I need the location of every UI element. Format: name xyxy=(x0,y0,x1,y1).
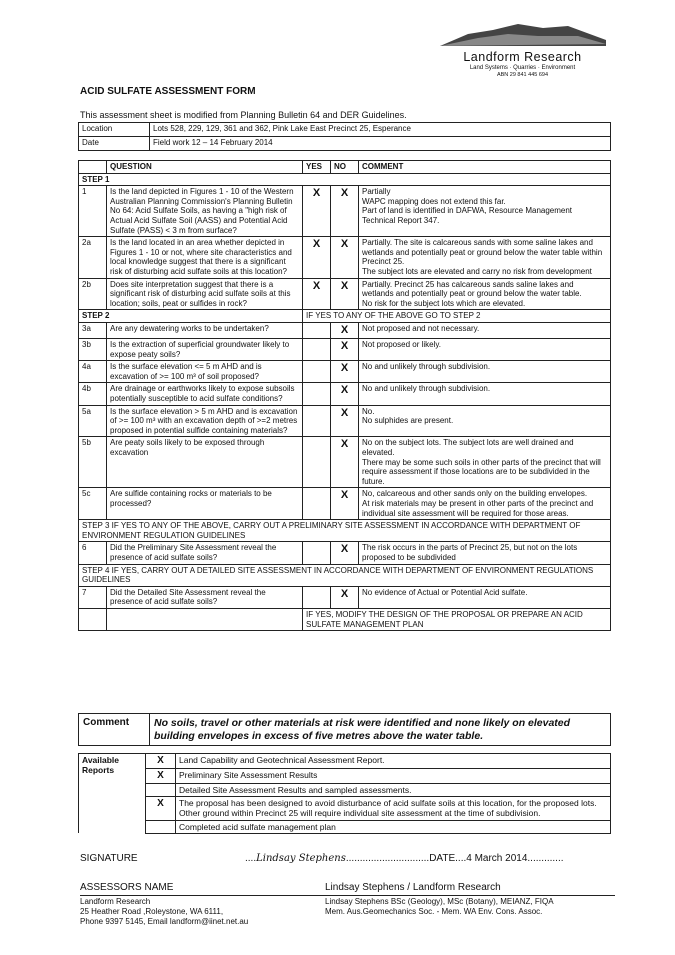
step-2-rows xyxy=(79,322,611,519)
report-text: Detailed Site Assessment Results and sampled assessments. xyxy=(176,784,611,797)
report-row xyxy=(79,754,611,769)
assessor-address: Landform Research 25 Heather Road ,Roleystone, WA 6111, Phone 9397 5145, Email landform@iinet.net.au xyxy=(80,897,249,926)
report-text: Preliminary Site Assessment Results xyxy=(176,769,611,784)
header-question: QUESTION xyxy=(107,161,303,174)
signature-line: ....Lindsay Stephens..............................DATE....4 March 2014............. xyxy=(245,853,564,864)
row-id: 2b xyxy=(79,278,107,310)
row-id: 3b xyxy=(79,339,107,361)
table-row xyxy=(79,186,611,237)
row-question: Is the extraction of superficial groundwater likely to expose peaty soils? xyxy=(107,339,303,361)
report-row xyxy=(79,769,611,784)
row-yes xyxy=(303,488,331,520)
report-row xyxy=(79,820,611,833)
row-id: 1 xyxy=(79,186,107,237)
table-row xyxy=(79,488,611,520)
signature-date: ..............................DATE....4 March 2014............. xyxy=(345,853,564,864)
row-id: 5b xyxy=(79,437,107,488)
row-comment: Partially. The site is calcareous sands with some saline lakes and wetlands and potentially peat or ground below the water table within Precinct 25. The subject lots are elevated and carry no risk from development xyxy=(359,237,611,278)
signature-handwritten: Lindsay Stephens xyxy=(256,853,346,864)
report-text: Land Capability and Geotechnical Assessment Report. xyxy=(176,754,611,769)
row-comment: Partially WAPC mapping does not extend this far. Part of land is identified in DAFWA, Resource Management Technical Report 347. xyxy=(359,186,611,237)
report-text: Completed acid sulfate management plan xyxy=(176,820,611,833)
divider xyxy=(80,895,615,896)
table-header xyxy=(79,161,611,174)
location-label: Location xyxy=(79,123,150,137)
table-row xyxy=(79,405,611,437)
table-row xyxy=(79,437,611,488)
company-logo xyxy=(430,22,615,78)
row-no: X xyxy=(331,361,359,383)
final-note: IF YES, MODIFY THE DESIGN OF THE PROPOSAL OR PREPARE AN ACID SULFATE MANAGEMENT PLAN xyxy=(303,608,611,630)
date-value: Field work 12 – 14 February 2014 xyxy=(150,137,611,151)
row-question: Are peaty soils likely to be exposed through excavation xyxy=(107,437,303,488)
mountain-logo-icon xyxy=(438,22,608,48)
available-reports-table xyxy=(78,753,611,834)
row-no: X xyxy=(331,186,359,237)
table-row xyxy=(79,322,611,338)
step-1-heading: STEP 1 xyxy=(79,173,611,186)
assessor-name: Lindsay Stephens / Landform Research xyxy=(325,882,501,893)
row-yes xyxy=(303,383,331,405)
row-question: Is the land depicted in Figures 1 - 10 of the Western Australian Planning Commission's Planning Bulletin No 64: Acid Sulfate Soils, as having a "high risk of Actual Acid Sulfate Soil (AASS) and Potential Acid Sulfate (PASS) < 3 m from surface? xyxy=(107,186,303,237)
row-no: X xyxy=(331,322,359,338)
form-title: ACID SULFATE ASSESSMENT FORM xyxy=(80,86,256,97)
header-comment: COMMENT xyxy=(359,161,611,174)
row-comment: No and unlikely through subdivision. xyxy=(359,383,611,405)
row-id: 3a xyxy=(79,322,107,338)
row-yes xyxy=(303,361,331,383)
row-yes xyxy=(303,322,331,338)
row-question: Are drainage or earthworks likely to expose subsoils potentially susceptible to acid sulfate conditions? xyxy=(107,383,303,405)
info-table xyxy=(78,122,611,151)
report-mark: X xyxy=(146,797,176,820)
row-id: 5c xyxy=(79,488,107,520)
row-comment: No and unlikely through subdivision. xyxy=(359,361,611,383)
logo-abn: ABN 29 841 445 694 xyxy=(496,72,549,78)
intro-text: This assessment sheet is modified from Planning Bulletin 64 and DER Guidelines. xyxy=(80,110,407,120)
logo-name: Landform Research xyxy=(463,50,582,64)
assessment-table xyxy=(78,160,611,631)
row-no: X xyxy=(331,339,359,361)
row-no: X xyxy=(331,437,359,488)
final-note-row xyxy=(79,608,611,630)
step-2-heading: STEP 2 xyxy=(79,310,303,323)
row-yes: X xyxy=(303,186,331,237)
row-comment: No on the subject lots. The subject lots are well drained and elevated. There may be some such soils in other parts of the precinct that will require assessment if those locations are to be subdivided in the future. xyxy=(359,437,611,488)
row-id: 2a xyxy=(79,237,107,278)
row-question: Is the surface elevation > 5 m AHD and is excavation of >= 100 m³ with an excavation depth of >=2 metres proposed in potential sulfide containing materials? xyxy=(107,405,303,437)
table-row xyxy=(79,339,611,361)
row-id: 4b xyxy=(79,383,107,405)
assessor-qualifications: Lindsay Stephens BSc (Geology), MSc (Botany), MEIANZ, FIQA Mem. Aus.Geomechanics Soc. - Mem. WA Env. Cons. Assoc. xyxy=(325,897,554,916)
step-4-heading: STEP 4 IF YES, CARRY OUT A DETAILED SITE ASSESSMENT IN ACCORDANCE WITH DEPARTMENT OF ENVIRONMENT REGULATIONS GUIDELINES xyxy=(79,564,611,586)
row-no: X xyxy=(331,237,359,278)
row-comment: Not proposed and not necessary. xyxy=(359,322,611,338)
report-mark xyxy=(146,784,176,797)
header-no: NO xyxy=(331,161,359,174)
row-comment: No, calcareous and other sands only on the building envelopes. At risk materials may be present in other parts of the precinct and individual site assessment will be required for those areas. xyxy=(359,488,611,520)
row-question: Does site interpretation suggest that there is a significant risk of disturbing acid sulfate soils at this location; soils, peat or sulfides in rock? xyxy=(107,278,303,310)
step-3-heading: STEP 3 IF YES TO ANY OF THE ABOVE, CARRY OUT A PRELIMINARY SITE ASSESSMENT IN ACCORDANCE WITH DEPARTMENT OF ENVIRONMENT REGULATION GUIDELINES xyxy=(79,520,611,542)
report-text: The proposal has been designed to avoid disturbance of acid sulfate soils at this location, for the proposed lots. Other ground within Precinct 25 will require individual site assessment at the time of subdivision. xyxy=(176,797,611,820)
date-label: Date xyxy=(79,137,150,151)
row-yes: X xyxy=(303,237,331,278)
report-mark: X xyxy=(146,754,176,769)
signature-label: SIGNATURE xyxy=(80,853,138,864)
table-row xyxy=(79,383,611,405)
comment-box xyxy=(78,713,611,746)
comment-text: No soils, travel or other materials at risk were identified and none likely on elevated building envelopes in excess of five metres above the water table. xyxy=(150,714,611,746)
row-yes xyxy=(303,405,331,437)
step-1-rows xyxy=(79,186,611,310)
table-row: 7 Did the Detailed Site Assessment reveal the presence of acid sulfate soils? X No evidence of Actual or Potential Acid sulfate. xyxy=(79,586,611,608)
header-yes: YES xyxy=(303,161,331,174)
row-question: Is the surface elevation <= 5 m AHD and is excavation of >= 100 m³ of soil proposed? xyxy=(107,361,303,383)
report-mark: X xyxy=(146,769,176,784)
row-no: X xyxy=(331,488,359,520)
report-row xyxy=(79,797,611,820)
row-comment: No. No sulphides are present. xyxy=(359,405,611,437)
row-question: Is the land located in an area whether depicted in Figures 1 - 10 or not, where site characteristics and local knowledge suggest that there is a significant risk of disturbing acid sulfate soils at this location? xyxy=(107,237,303,278)
row-no: X xyxy=(331,383,359,405)
row-comment: Not proposed or likely. xyxy=(359,339,611,361)
row-yes: X xyxy=(303,278,331,310)
row-no: X xyxy=(331,278,359,310)
table-row: 6 Did the Preliminary Site Assessment reveal the presence of acid sulfate soils? X The risk occurs in the parts of Precinct 25, but not on the lots proposed to be subdivided xyxy=(79,542,611,564)
comment-label: Comment xyxy=(79,714,150,746)
row-question: Are any dewatering works to be undertaken? xyxy=(107,322,303,338)
step-2-note: IF YES TO ANY OF THE ABOVE GO TO STEP 2 xyxy=(303,310,611,323)
reports-label: Available Reports xyxy=(79,754,146,834)
row-comment: Partially. Precinct 25 has calcareous sands saline lakes and wetlands and potentially peat or ground below the water table. No risk for the subject lots which are elevated. xyxy=(359,278,611,310)
report-mark xyxy=(146,820,176,833)
row-id: 4a xyxy=(79,361,107,383)
row-question: Are sulfide containing rocks or materials to be processed? xyxy=(107,488,303,520)
report-row xyxy=(79,784,611,797)
logo-tagline: Land Systems · Quarries · Environment xyxy=(469,65,576,71)
row-yes xyxy=(303,339,331,361)
assessor-label: ASSESSORS NAME xyxy=(80,882,174,893)
table-row xyxy=(79,237,611,278)
row-id: 5a xyxy=(79,405,107,437)
row-no: X xyxy=(331,405,359,437)
table-row xyxy=(79,278,611,310)
table-row xyxy=(79,361,611,383)
location-value: Lots 528, 229, 129, 361 and 362, Pink Lake East Precinct 25, Esperance xyxy=(150,123,611,137)
row-yes xyxy=(303,437,331,488)
